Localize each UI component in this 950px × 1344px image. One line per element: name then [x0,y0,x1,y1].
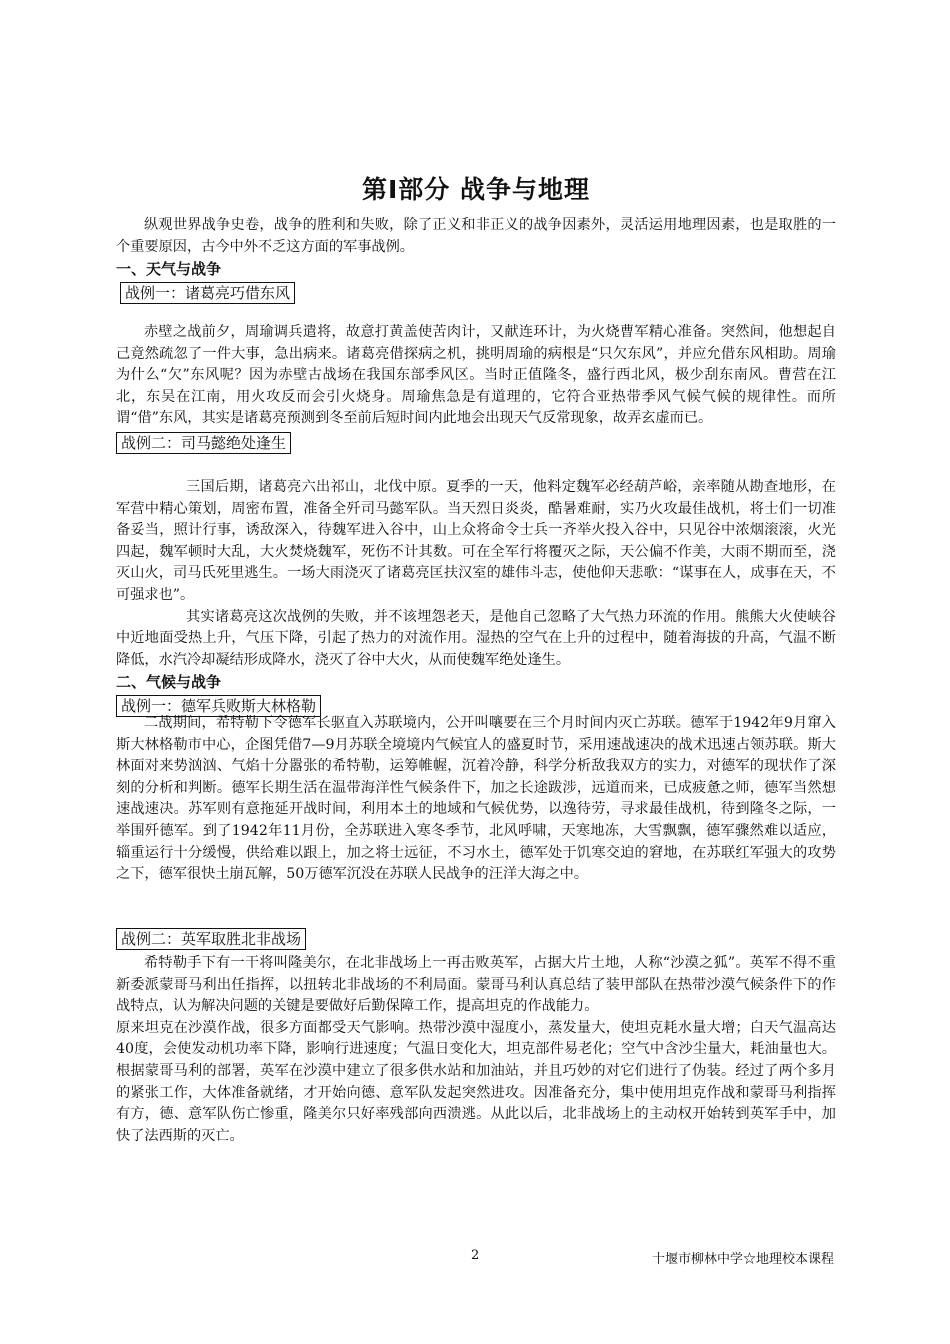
intro-paragraph: 纵观世界战争史卷，战争的胜利和失败，除了正义和非正义的战争因素外，灵活运用地理因素，也是取胜的一个重要原因，古今中外不乏这方面的军事战例。 [116,217,836,255]
paragraph-north-africa-2: 原来坦克在沙漠作战，很多方面都受天气影响。热带沙漠中湿度小，蒸发量大，使坦克耗水量大增；白天气温高达40度，会使发动机功率下降，影响行进速度；气温日变化大，坦克部件易老化；空气中含沙尘量大，耗油量也大。根据蒙哥马利的部署，英军在沙漠中建立了很多供水站和加油站，并且巧妙的对它们进行了伪装。经过了两个多月的紧张工作，大体准备就绪，才开始向德、意军队发起突然进攻。因准备充分，集中使用坦克作战和蒙哥马利指挥有方，德、意军队伤亡惨重，隆美尔只好率残部向西溃逃。从此以后，北非战场上的主动权开始转到英军手中，加快了法西斯的灭亡。 [116,1019,836,1144]
section-heading-weather: 一、天气与战争 [116,260,222,279]
page-number: 2 [471,1248,480,1263]
paragraph-sima-escape: 三国后期，诸葛亮六出祁山，北伐中原。夏季的一天，他料定魏军必经葫芦峪，亲率随从勘查地形，在军营中精心策划，周密布置，准备全歼司马懿军队。当天烈日炎炎，酷暑难耐，实乃火攻最佳战机，将士们一切准备妥当，照计行事，诱敌深入，待魏军进入谷中，山上众将命令士兵一齐举火投入谷中，只见谷中浓烟滚滚，火光四起，魏军顿时大乱，大火焚烧魏军，死伤不计其数。可在全军行将覆灭之际，天公偏不作美，大雨不期而至，浇灭山火，司马氏死里逃生。一场大雨浇灭了诸葛亮匡扶汉室的雄伟斗志，使他仰天悲歌：“谋事在人，成事在天，不可强求也”。 [116,479,836,603]
paragraph-sima-analysis: 其实诸葛亮这次战例的失败，并不该埋怨老天，是他自己忽略了大气热力环流的作用。熊熊大火使峡谷中近地面受热上升，气压下降，引起了热力的对流作用。湿热的空气在上升的过程中，随着海拔的升高，气温不断降低，水汽冷却凝结形成降水，浇灭了谷中大火，从而使魏军绝处逢生。 [116,608,836,668]
section-heading-climate: 二、气候与战争 [116,673,222,692]
intro-block [116,215,836,307]
case-block-zhuge [116,322,836,457]
case-title-zhuge: 战例一：诸葛亮巧借东风 [120,282,295,304]
case-title-sima: 战例二：司马懿绝处逢生 [116,432,291,454]
case-title-north-africa: 战例二：英军取胜北非战场 [116,928,306,950]
case-block-north-africa [116,926,836,1147]
page-title: 第Ⅰ部分 战争与地理 [361,175,590,204]
case-block-stalingrad [116,713,836,886]
paragraph-zhuge-east-wind: 赤壁之战前夕，周瑜调兵遣将，故意打黄盖使苦肉计，又献连环计，为火烧曹军精心准备。突然间，他想起自己竟然疏忽了一件大事，急出病来。诸葛亮借探病之机，挑明周瑜的病根是“只欠东风”，并应允借东风相助。周瑜为什么“欠”东风呢？因为赤壁古战场在我国东部季风区。当时正值隆冬，盛行西北风，极少刮东南风。曹营在江北，东吴在江南，用火攻反而会引火烧身。周瑜焦急是有道理的，它符合亚热带季风气候气候的规律性。而所谓“借”东风，其实是诸葛亮预测到冬至前后短时间内此地会出现天气反常现象，故弄玄虚而已。 [116,324,836,427]
paragraph-stalingrad: 二战期间，希特勒下令德军长驱直入苏联境内，公开叫嚷要在三个月时间内灭亡苏联。德军于1942年9月窜入斯大林格勒市中心，企图凭借7—9月苏联全境境内气候宜人的盛夏时节，采用速战速决的战术迅速占领苏联。斯大林面对来势汹汹、气焰十分嚣张的希特勒，运筹帷幄，沉着冷静，科学分析敌我双方的实力，对德军的现状作了深刻的分析和判断。德军长期生活在温带海洋性气候条件下，加之长途跋涉，远道而来，已成疲惫之师，德军当然想速战速决。苏军则有意拖延开战时间，利用本土的地域和气候优势，以逸待劳，寻求最佳战机，待到隆冬之际，一举围歼德军。到了1942年11月份，全苏联进入寒冬季节，北风呼啸，天寒地冻，大雪飘飘，德军骤然难以适应，辎重运行十分缓慢，供给难以跟上，加之将士远征，不习水土，德军处于饥寒交迫的窘地，在苏联红军强大的攻势之下，德军很快土崩瓦解，50万德军沉没在苏联人民战争的汪洋大海之中。 [116,715,836,883]
case-block-sima [116,477,836,720]
paragraph-north-africa-1: 希特勒手下有一干将叫隆美尔，在北非战场上一再击败英军，占据大片土地，人称“沙漠之狐”。英军不得不重新委派蒙哥马利出任指挥，以扭转北非战场的不利局面。蒙哥马利认真总结了装甲部队在热带沙漠气候条件下的作战特点，认为解决问题的关键是要做好后勤保障工作，提高坦克的作战能力。 [116,955,836,1015]
case-title-stalingrad: 战例一：德军兵败斯大林格勒 [116,695,321,717]
footer-school: 十堰市柳林中学☆地理校本课程 [651,1252,834,1267]
